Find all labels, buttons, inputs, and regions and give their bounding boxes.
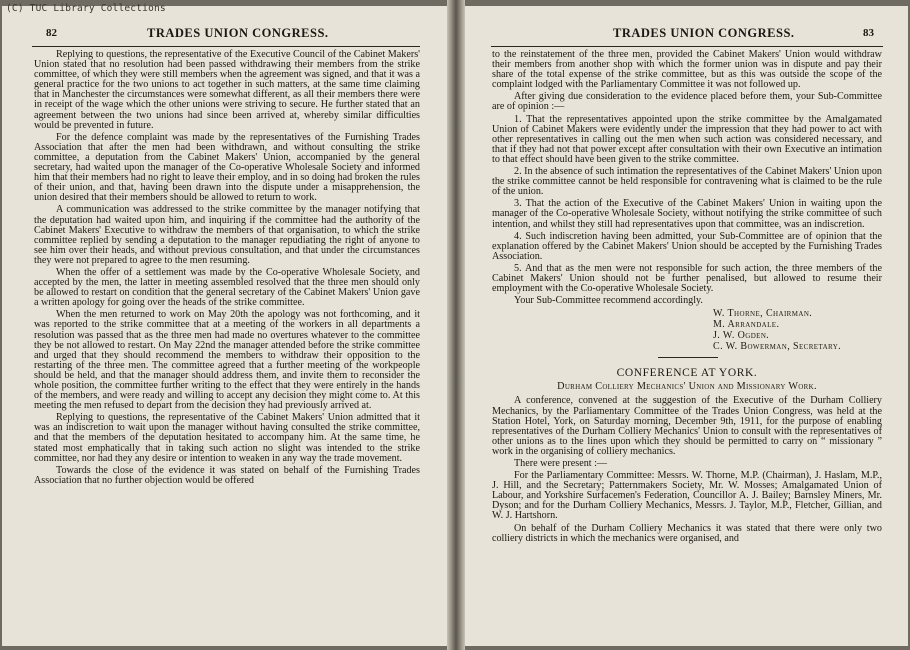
paragraph: Your Sub-Committee recommend accordingly. — [514, 295, 703, 307]
paragraph: When the offer of a settlement was made by the Co-operative Wholesale Society, and accepted by the men, the latter in meeting assembled resolved that the three men should only be allowed to restart on condition that the general secretary of the Cabinet Makers' Union gave a written apology for going over the heads of the strike committee. — [34, 266, 420, 309]
page-number: 83 — [863, 27, 874, 39]
watermark: (C) TUC Library Collections — [6, 3, 166, 14]
paragraph: There were present :— — [514, 458, 608, 469]
paragraph: to the reinstatement of the three men, provided the Cabinet Makers' Union would withdraw their members from another shop with which the former union was in dispute and pay their share of the total expense of the strike committee, but as this was outside the scope of the complaint lodged with the Parliamentary Committee it was not followed up. — [492, 49, 882, 91]
signatories — [713, 308, 882, 352]
left-page-header — [2, 26, 447, 42]
paragraph: On behalf of the Durham Colliery Mechanics it was stated that there were only two colliery districts in which the mechanics were organised, and — [492, 522, 882, 544]
paragraph: Replying to questions, the representative of the Executive Council of the Cabinet Makers' Union stated that no resolution had been passed withdrawing their members from the strike committee, of which they were still members when the agreement was signed, and that it was a general practice for the two unions to act together in such matters, at the same time claiming that in Manchester the circumstances were somewhat different, as all their members there were in receipt of the wage which the other unions were striving to secure. He further stated that an agreement between the two unions had since been arrived at, whereby similar difficulties would be prevented in future. — [34, 49, 420, 131]
opinion-point: 3. That the action of the Executive of the Cabinet Makers' Union in waiting upon the manager of the Co-operative Wholesale Society, without notifying the strike committee of such intention, and whilst they still had representatives upon that committee, was an indiscretion. — [492, 198, 882, 230]
opinion-point: 5. And that as the men were not responsible for such action, the three members of the Cabinet Makers' Union should not be further penalised, but allowed to resume their employment with the Co-operative Wholesale Society. — [492, 262, 882, 295]
opinion-point: 1. That the representatives appointed upon the strike committee by the Amalgamated Union of Cabinet Makers were evidently under the impression that they had power to act with other representatives in calling out the men when such action was considered necessary, and that if they had not that power except after consultation with their own Executive an intimation to that effect should have been given to the strike committee. — [492, 113, 882, 165]
paragraph: After giving due consideration to the evidence placed before them, your Sub-Committee are of opinion :— — [492, 91, 882, 113]
right-page — [465, 6, 908, 646]
left-page — [2, 6, 447, 646]
paragraph: For the defence complaint was made by the representatives of the Furnishing Trades Association that after the men had been withdrawn, and without consulting the strike committee, a deputation from the Cabinet Makers' Union, accompanied by the general secretary, had waited upon the manager of the Co-operative Wholesale Society and informed him that their members had no right to leave their employ, and in so doing had broken the rules of their union, and that, having been drawn into the dispute under a misapprehension, the union desired that their members should be allowed to return to work. — [34, 131, 420, 204]
page-number: 82 — [46, 27, 57, 39]
section-title: CONFERENCE AT YORK. — [616, 367, 758, 380]
paragraph: Replying to questions, the representative of the Cabinet Makers' Union admitted that it was an indiscretion to wait upon the manager without having consulted the strike committee, and that the members of the deputation hesitated to accompany him. At the same time, he stated most emphatically that in taking such action no slight was intended to the strike committee, nor had they any desire or intention to weaken in any way the trade movement. — [34, 412, 420, 464]
right-page-body — [492, 50, 882, 546]
paragraph: For the Parliamentary Committee: Messrs. W. Thorne, M.P. (Chairman), J. Haslam, M.P., J. Hill, and the Secretary; Patternmakers Society, Mr. W. Mosses; Amalgamated Union of Labour, and Yorkshire Surfacemen's Federation, Councillor A. J. Bailey; Barnsley Miners, Mr. Dyson; and for the Durham Colliery Mechanics, Messrs. J. Taylor, M.P., Fletcher, Gillian, and W. J. Hartshorn. — [492, 470, 882, 522]
running-title: TRADES UNION CONGRESS. — [613, 26, 795, 40]
paragraph: A communication was addressed to the strike committee by the manager notifying that the deputation had waited upon him, and inquiring if the committee had the authority of the Cabinet Makers' Executive to withdraw the members of that organisation, to which the strike committee replied by sending a deputation to the manager repudiating the right of anyone to see him over their heads, and without previous consultation, and that under the circumstances they were not prepared to agree to the men resuming. — [34, 204, 420, 266]
signatory: C. W. Bowerman, Secretary. — [713, 341, 842, 353]
book-gutter — [447, 0, 465, 650]
opinion-point: 4. Such indiscretion having been admitted, your Sub-Committee are of opinion that the explanation offered by the Cabinet Makers' Union should be accepted by the Furnishing Trades Association. — [492, 230, 882, 262]
signatory: W. Thorne, Chairman. — [713, 308, 813, 320]
running-title: TRADES UNION CONGRESS. — [147, 26, 329, 40]
header-rule — [32, 46, 420, 47]
signatory: M. Arrandale. — [713, 319, 780, 331]
right-page-header — [465, 26, 908, 42]
paragraph: Towards the close of the evidence it was stated on behalf of the Furnishing Trades Association that no further objection would be offered — [34, 464, 420, 486]
section-subtitle: Durham Colliery Mechanics' Union and Missionary Work. — [557, 381, 817, 393]
header-rule — [491, 46, 883, 47]
section-divider — [658, 357, 718, 358]
opinion-point: 2. In the absence of such intimation the representatives of the Cabinet Makers' Union upon the strike committee cannot be held responsible for contravening what is claimed to be the rule of the union. — [492, 166, 882, 198]
left-page-body — [34, 50, 420, 488]
paragraph: When the men returned to work on May 20th the apology was not forthcoming, and it was reported to the strike committee that at a meeting of the workers in all departments a resolution was passed that as the three men had made no overtures whatever to the committee they be not allowed to restart. On May 22nd the manager attended before the strike committee and urged that they should recommend the members to withdraw their opposition to the restarting of the three men. The committee agreed that a further meeting of the workpeople should be held, and that the manager should address them, and invite them to reconsider the whole position, the committee further writing to the effect that they were entirely in the hands of the members, and were ready and willing to accept any decision they might come to. At this meeting the men refused to depart from the decision they had previously arrived at. — [34, 309, 420, 412]
signatory: J. W. Ogden. — [713, 330, 770, 342]
paragraph: A conference, convened at the suggestion of the Executive of the Durham Colliery Mechanics, by the Parliamentary Committee of the Trades Union Congress, was held at the Station Hotel, York, on Saturday morning, December 9th, 1911, for the purpose of enabling representatives of the Durham Colliery Mechanics' Union to consult with the representatives of other unions as to the lines upon which they should be permitted to carry on “ missionary ” work in the organising of colliery mechanics. — [492, 395, 882, 457]
